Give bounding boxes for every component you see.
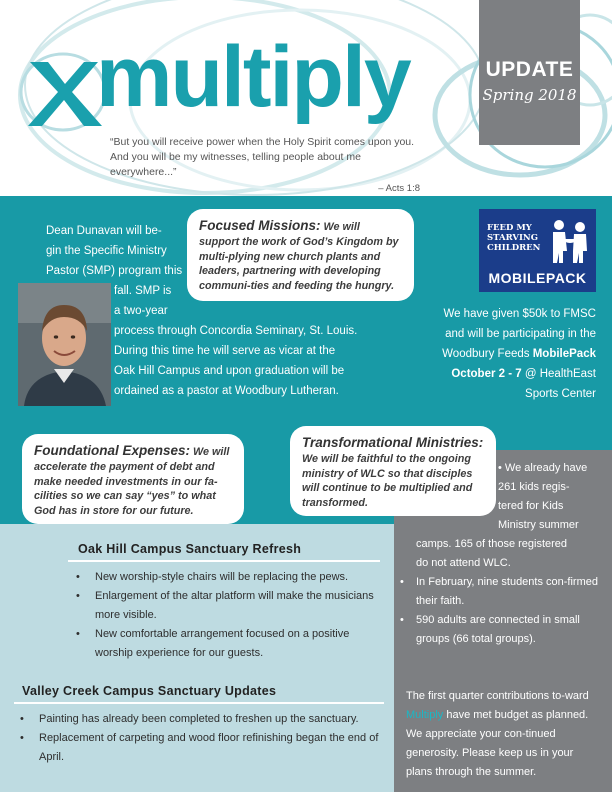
fmsc-logo-line: FEED: [487, 223, 514, 233]
valley-creek-divider: [14, 702, 384, 704]
list-item: • New worship-style chairs will be replacing the pews.: [72, 568, 384, 587]
foundational-expenses-bubble: [22, 434, 244, 524]
kids-text-line: camps. 165 of those registered: [416, 538, 568, 550]
dean-photo: [18, 283, 111, 406]
kids-text-line: do not attend WLC.: [416, 557, 511, 569]
list-item: • Painting has already been completed to freshen up the sanctuary.: [16, 710, 386, 729]
fmsc-text: [410, 304, 596, 404]
oak-hill-heading: Oak Hill Campus Sanctuary Refresh: [78, 542, 302, 556]
fmsc-text-line: [410, 364, 596, 384]
scripture-quote: [110, 135, 420, 195]
page-title: multiply: [96, 29, 410, 125]
oak-hill-list: [72, 568, 384, 663]
dean-text-line: fall. SMP is: [114, 285, 172, 297]
fmsc-logo-line: CHILDREN: [487, 243, 541, 253]
fmsc-logo-text: [487, 223, 540, 253]
multiply-highlight: Multiply: [406, 709, 444, 721]
dean-text-line: gin the Specific Ministry: [46, 245, 167, 257]
list-item: • 590 adults are connected in small groups (66 total groups).: [396, 611, 606, 649]
update-badge: [479, 0, 580, 145]
fmsc-text-line: Sports Center: [525, 388, 596, 400]
oak-hill-divider: [68, 560, 380, 562]
kids-list: [396, 573, 606, 649]
update-label: UPDATE: [485, 58, 574, 81]
focused-missions-body: We will support the work of God’s Kingdom by multi-plying new church plants and leaders, partnering with developing communi-ties and feeding the hungry.: [199, 221, 399, 292]
dean-text-line: During this time he will serve as vicar at the: [114, 345, 336, 357]
quote-line: “But you will receive power when the Holy Spirit comes upon you.: [110, 136, 415, 148]
kids-text-line: 261 kids regis-: [498, 481, 570, 493]
contributions-post: have met budget as planned. We appreciate your con-tinued generosity. Please keep us in your plans through the summer.: [406, 709, 589, 778]
dean-text-line: Dean Dunavan will be-: [46, 225, 162, 237]
fmsc-logo: [479, 209, 596, 292]
person-portrait-icon: [18, 283, 111, 406]
update-season: Spring 2018: [482, 86, 577, 104]
transformational-ministries-title: Transformational Ministries:: [302, 435, 484, 450]
fmsc-mobilepack-bold: MobilePack: [532, 348, 596, 360]
fmsc-text-pre: Woodbury Feeds: [442, 348, 533, 360]
foundational-expenses-title: Foundational Expenses:: [34, 443, 191, 458]
fmsc-logo-line: MY: [516, 223, 532, 233]
dean-text-line: ordained as a pastor at Woodbury Lutheran.: [114, 385, 339, 397]
fmsc-logo-line: STARVING: [487, 233, 538, 243]
contributions-text: [406, 687, 592, 782]
kids-text-line: Ministry summer: [498, 519, 579, 531]
quote-line: And you will be my witnesses, telling people about me everywhere...”: [110, 151, 361, 179]
list-item: • Replacement of carpeting and wood floor refinishing began the end of April.: [16, 729, 386, 767]
dean-text-line: Pastor (SMP) program this: [46, 265, 183, 277]
valley-creek-list: [16, 710, 386, 767]
multiply-x-logo-icon: [18, 50, 108, 134]
dean-text-line: process through Concordia Seminary, St. Louis.: [114, 325, 358, 337]
kids-text-line: • We already have: [498, 462, 588, 474]
dean-text-line: Oak Hill Campus and upon graduation will be: [114, 365, 345, 377]
dean-text-line: a two-year: [114, 305, 168, 317]
fmsc-dates-bold: October 2 - 7: [451, 368, 522, 380]
focused-missions-title: Focused Missions:: [199, 218, 321, 233]
transformational-ministries-body: We will be faithful to the ongoing ministry of WLC so that disciples will continue to be multiplied and transformed.: [302, 453, 473, 509]
list-item: • Enlargement of the altar platform will make the musicians more visible.: [72, 587, 384, 625]
transformational-ministries-bubble: [290, 426, 496, 516]
contributions-pre: The first quarter contributions to-ward: [406, 690, 589, 702]
fmsc-location: @ HealthEast: [521, 368, 596, 380]
foundational-expenses-body: We will accelerate the payment of debt and make needed investments in our fa-cilities so we can say “yes” to what God has in store for our future.: [34, 446, 230, 517]
valley-creek-heading: Valley Creek Campus Sanctuary Updates: [22, 684, 277, 698]
fmsc-text-line: We have given $50k to FMSC: [443, 308, 596, 320]
children-bowl-icon: [547, 217, 591, 265]
list-item: • New comfortable arrangement focused on a positive worship experience for our guests.: [72, 625, 384, 663]
quote-reference: – Acts 1:8: [378, 182, 420, 194]
list-item: • In February, nine students con-firmed their faith.: [396, 573, 606, 611]
fmsc-text-line: [410, 344, 596, 364]
focused-missions-bubble: [187, 209, 414, 301]
kids-text-line: tered for Kids: [498, 500, 564, 512]
fmsc-logo-mobilepack: MOBILEPACK: [488, 270, 587, 286]
fmsc-text-line: and will be participating in the: [445, 328, 596, 340]
